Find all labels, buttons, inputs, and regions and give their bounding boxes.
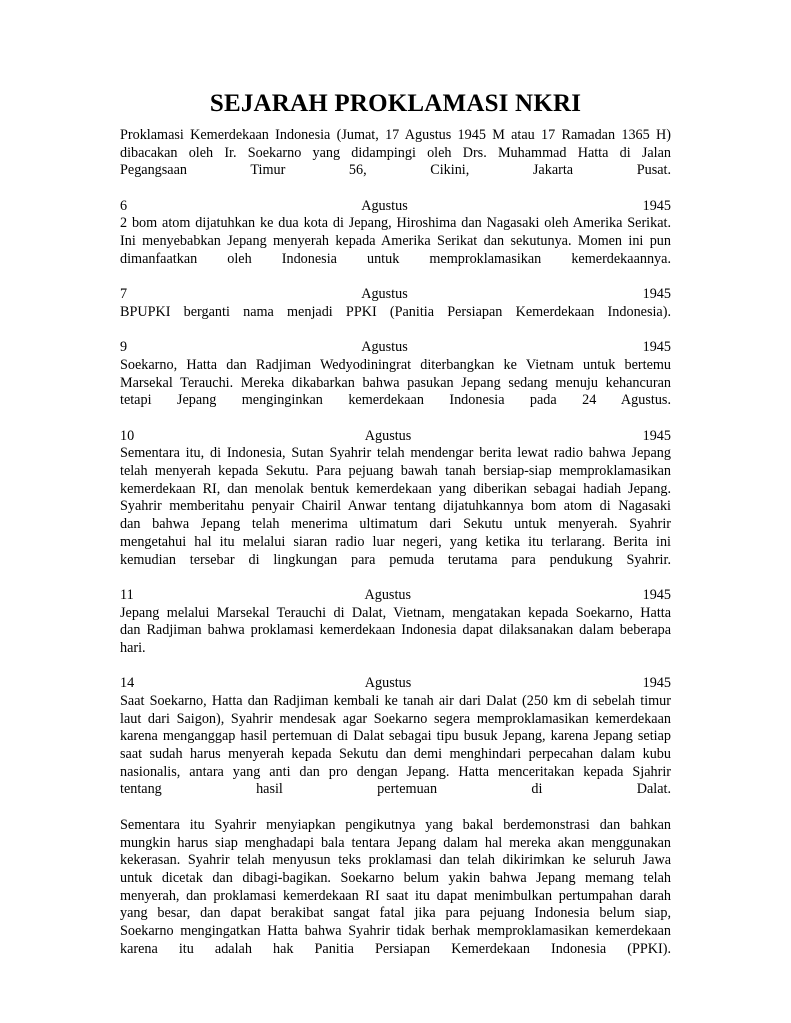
document-body (120, 127, 671, 976)
text-line: dan bahwa Jepang telah menerima ultimatum dari Sekutu untuk menyerah. Syahrir (120, 516, 671, 533)
text-line: Syahrir memberitahu penyair Chairil Anwar tentang dijatuhkannya bom atom di Nagasaki (120, 498, 671, 515)
paragraph-6-agustus (120, 198, 671, 269)
text-line: mengetahui hal itu melalui siaran radio luar negeri, yang ketika itu terlarang. Berita ini (120, 533, 671, 550)
date-heading: 10 Agustus 1945 (120, 427, 671, 444)
paragraph-syahrir (120, 817, 671, 959)
date-heading: 14 Agustus 1945 (120, 675, 671, 692)
text-line: 2 bom atom dijatuhkan ke dua kota di Jepang, Hiroshima dan Nagasaki oleh Amerika Serikat. (120, 215, 671, 232)
text-line: Proklamasi Kemerdekaan Indonesia (Jumat, 17 Agustus 1945 M atau 17 Ramadan 1365 H) (120, 127, 671, 143)
text-line: dimanfaatkan oleh Indonesia untuk memproklamasikan kemerdekaannya. (120, 250, 671, 267)
text-line: Sementara itu Syahrir menyiapkan pengikutnya yang bakal berdemonstrasi dan bahkan (120, 816, 671, 833)
text-line: Soekarno mengingatkan Hatta bahwa Syahrir tidak berhak memproklamasikan kemerdekaan (120, 922, 671, 939)
text-line: menyerah, dan proklamasi kemerdekaan RI saat itu dapat menimbulkan pertumpahan darah (120, 887, 671, 904)
date-heading: 7 Agustus 1945 (120, 286, 671, 303)
paragraph-7-agustus (120, 286, 671, 321)
date-heading: 6 Agustus 1945 (120, 197, 671, 214)
text-line: karena menganggap hasil pertemuan di Dalat sebagai tipu busuk Jepang, karena Jepang setiap (120, 728, 671, 745)
text-line: yang besar, dan dapat berakibat sangat fatal jika para pejuang Indonesia belum siap, (120, 905, 671, 922)
text-line: telah menyerah kepada Sekutu. Para pejuang bawah tanah bersiap-siap memproklamasikan (120, 463, 671, 480)
text-line: hari. (120, 639, 146, 656)
text-line: nasionalis, antara yang anti dan pro dengan Jepang. Hatta menceritakan kepada Sjahrir (120, 763, 671, 780)
paragraph-9-agustus (120, 339, 671, 410)
paragraph-11-agustus (120, 587, 671, 658)
text-line: kemerdekaan RI, dan menolak bentuk kemerdekaan yang diberikan sebagai hadiah Jepang. (120, 480, 671, 497)
text-line: Sementara itu, di Indonesia, Sutan Syahrir telah mendengar berita lewat radio bahwa Jepang (120, 445, 671, 462)
text-line: Saat Soekarno, Hatta dan Radjiman kembali ke tanah air dari Dalat (250 km di sebelah timur (120, 693, 671, 709)
text-line: kemudian tersebar di lingkungan para pemuda terutama para pendukung Syahrir. (120, 551, 671, 568)
text-line: untuk dicetak dan dibagi-bagikan. Soekarno belum yakin bahwa Jepang memang telah (120, 869, 671, 886)
text-line: Marsekal Terauchi. Mereka dikabarkan bahwa pasukan Jepang sedang menuju kehancuran (120, 374, 671, 391)
text-line: Soekarno, Hatta dan Radjiman Wedyodiningrat diterbangkan ke Vietnam untuk bertemu (120, 356, 671, 373)
text-line: tetapi Jepang menginginkan kemerdekaan Indonesia pada 24 Agustus. (120, 392, 671, 409)
paragraph-intro (120, 127, 671, 180)
date-heading: 11 Agustus 1945 (120, 586, 671, 603)
text-line: dibacakan oleh Ir. Soekarno yang didampingi oleh Drs. Muhammad Hatta di Jalan (120, 144, 671, 161)
text-line: Pegangsaan Timur 56, Cikini, Jakarta Pusat. (120, 162, 671, 179)
text-line: karena itu adalah hak Panitia Persiapan Kemerdekaan Indonesia (PPKI). (120, 940, 671, 957)
paragraph-14-agustus (120, 675, 671, 799)
text-line: mungkin harus siap menghadapi bala tentara Jepang dalam hal mereka akan menggunakan (120, 834, 671, 851)
text-line: dan Radjiman bahwa proklamasi kemerdekaan Indonesia dapat dilaksanakan dalam beberapa (120, 622, 671, 639)
paragraph-10-agustus (120, 428, 671, 570)
text-line: saat sudah harus menyerah kepada Sekutu dan demi menghindari perpecahan dalam kubu (120, 746, 671, 763)
text-line: Ini menyebabkan Jepang menyerah kepada Amerika Serikat dan sekutunya. Momen ini pun (120, 233, 671, 250)
text-line: tentang hasil pertemuan di Dalat. (120, 781, 671, 798)
date-heading: 9 Agustus 1945 (120, 339, 671, 356)
text-line: kekerasan. Syahrir telah menyusun teks proklamasi dan telah dikirimkan ke seluruh Jawa (120, 852, 671, 869)
text-line: laut dari Saigon), Syahrir mendesak agar Soekarno segera memproklamasikan kemerdekaan (120, 710, 671, 727)
document-title: SEJARAH PROKLAMASI NKRI (209, 90, 582, 117)
text-line: Jepang melalui Marsekal Terauchi di Dalat, Vietnam, mengatakan kepada Soekarno, Hatta (120, 604, 671, 621)
text-line: BPUPKI berganti nama menjadi PPKI (Panitia Persiapan Kemerdekaan Indonesia). (120, 303, 671, 320)
